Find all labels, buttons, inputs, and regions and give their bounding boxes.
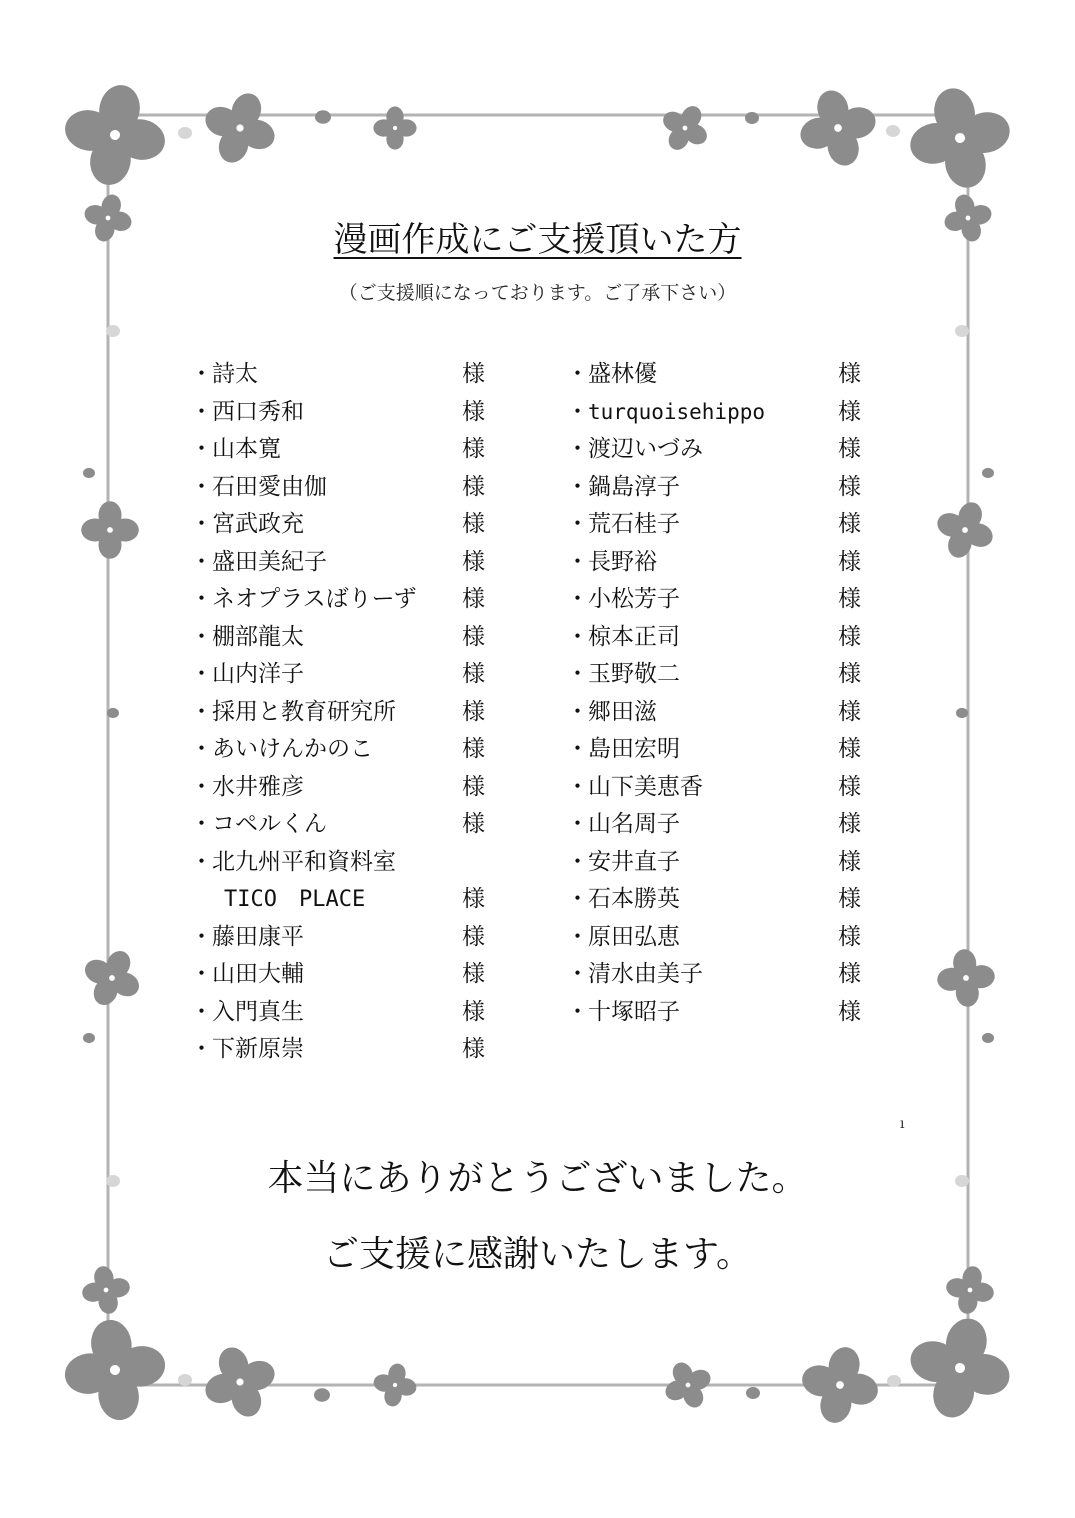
decor-dot	[956, 708, 968, 718]
clover-flower-icon	[74, 940, 151, 1017]
clover-flower-icon	[57, 77, 174, 194]
bullet-dot: ・	[566, 623, 589, 650]
decor-dot	[886, 125, 900, 137]
clover-flower-icon	[900, 78, 1020, 198]
honorific-sama: 様	[462, 548, 485, 575]
supporter-name: 小松芳子	[588, 586, 680, 612]
clover-flower-icon	[370, 1360, 420, 1410]
bullet-dot: ・	[566, 886, 589, 912]
bullet-dot: ・	[190, 1036, 213, 1062]
decor-dot	[315, 110, 331, 124]
honorific-sama: 様	[462, 436, 485, 462]
supporter-row	[566, 806, 886, 844]
honorific-sama: 様	[462, 698, 485, 725]
bullet-dot: ・	[190, 848, 213, 875]
supporter-row	[190, 506, 510, 544]
bullet-dot: ・	[190, 548, 213, 575]
honorific-sama: 様	[838, 398, 861, 425]
supporter-row	[566, 394, 886, 432]
bullet-dot: ・	[190, 923, 213, 950]
supporter-row	[190, 619, 510, 657]
supporter-name: 北九州平和資料室	[212, 848, 396, 875]
supporter-name: 十塚昭子	[588, 998, 680, 1025]
supporter-name: 下新原崇	[212, 1036, 304, 1062]
bullet-dot: ・	[566, 548, 589, 575]
clover-flower-icon	[373, 106, 416, 149]
bullet-dot: ・	[190, 398, 213, 425]
decor-dot	[107, 708, 119, 718]
honorific-sama: 様	[838, 586, 861, 612]
supporter-row	[566, 769, 886, 807]
supporter-row	[190, 431, 510, 469]
supporter-name: 棚部龍太	[212, 623, 304, 650]
supporter-name: 山名周子	[588, 811, 680, 837]
supporter-name: 椋本正司	[588, 623, 680, 650]
supporter-row	[566, 731, 886, 769]
supporter-row	[190, 581, 510, 619]
supporter-row	[566, 506, 886, 544]
supporter-row	[190, 656, 510, 694]
supporter-name: 西口秀和	[212, 398, 304, 425]
bullet-dot: ・	[566, 961, 589, 987]
supporter-row	[190, 956, 510, 994]
decor-dot	[106, 325, 120, 337]
supporter-row	[190, 356, 510, 394]
bullet-dot: ・	[566, 473, 589, 500]
supporter-row	[190, 844, 510, 882]
decor-dot	[746, 1387, 760, 1399]
decor-dot	[83, 468, 95, 478]
bullet-dot: ・	[566, 361, 589, 387]
supporter-name: 藤田康平	[212, 923, 304, 950]
supporter-row	[566, 694, 886, 732]
supporter-row	[566, 581, 886, 619]
clover-flower-icon	[81, 501, 139, 559]
supporter-row	[190, 394, 510, 432]
clover-flower-icon	[928, 493, 1002, 567]
honorific-sama: 様	[462, 961, 485, 987]
clover-flower-icon	[794, 1339, 885, 1430]
honorific-sama: 様	[462, 473, 485, 500]
supporter-name: コペルくん	[212, 811, 327, 837]
honorific-sama: 様	[462, 923, 485, 950]
honorific-sama: 様	[838, 361, 861, 387]
supporter-name: 原田弘恵	[588, 923, 680, 950]
supporter-row	[566, 881, 886, 919]
bullet-dot: ・	[190, 698, 213, 725]
bullet-dot: ・	[190, 511, 213, 537]
decor-dot	[178, 127, 192, 139]
clover-flower-icon	[194, 1336, 286, 1428]
thanks-line-1: 本当にありがとうございました。	[267, 1158, 808, 1199]
supporter-list-left	[190, 356, 510, 1069]
stray-mark: ı	[900, 1116, 905, 1132]
honorific-sama: 様	[462, 586, 485, 612]
supporter-name: 安井直子	[588, 848, 680, 875]
bullet-dot: ・	[566, 773, 589, 800]
bullet-dot: ・	[190, 361, 213, 387]
supporter-row	[190, 694, 510, 732]
bullet-dot: ・	[190, 998, 213, 1025]
honorific-sama: 様	[838, 548, 861, 575]
supporter-row	[190, 919, 510, 957]
clover-flower-icon	[652, 95, 718, 161]
supporter-name: 詩太	[212, 361, 258, 387]
supporter-name: 山下美恵香	[588, 773, 703, 800]
supporter-name: 石田愛由伽	[212, 473, 327, 500]
honorific-sama: 様	[462, 773, 485, 800]
supporter-name: 盛林優	[588, 361, 657, 387]
bullet-dot: ・	[566, 398, 589, 425]
clover-flower-icon	[791, 81, 885, 175]
honorific-sama: 様	[838, 436, 861, 462]
bullet-dot: ・	[566, 511, 589, 537]
supporter-name: 入門真生	[212, 998, 304, 1025]
honorific-sama: 様	[838, 511, 861, 537]
honorific-sama: 様	[838, 698, 861, 725]
honorific-sama: 様	[462, 623, 485, 650]
honorific-sama: 様	[462, 1036, 485, 1062]
clover-flower-icon	[194, 82, 286, 174]
supporter-name: 宮武政充	[212, 511, 304, 537]
supporter-name: ネオプラスばりーず	[212, 586, 417, 612]
honorific-sama: 様	[462, 661, 485, 687]
honorific-sama: 様	[838, 848, 861, 875]
bullet-dot: ・	[566, 736, 589, 762]
honorific-sama: 様	[462, 361, 485, 387]
honorific-sama: 様	[462, 886, 485, 912]
page-subtitle: （ご支援順になっております。ご了承下さい）	[338, 282, 737, 304]
decor-dot	[982, 468, 994, 478]
bullet-dot: ・	[566, 811, 589, 837]
supporter-row	[190, 994, 510, 1032]
honorific-sama: 様	[838, 661, 861, 687]
supporter-name: 山内洋子	[212, 661, 304, 687]
bullet-dot: ・	[190, 473, 213, 500]
honorific-sama: 様	[838, 773, 861, 800]
honorific-sama: 様	[462, 811, 485, 837]
thanks-line-2: ご支援に感謝いたします。	[322, 1234, 753, 1275]
bullet-dot: ・	[566, 586, 589, 612]
supporter-row	[190, 544, 510, 582]
supporter-name: 採用と教育研究所	[212, 698, 396, 725]
honorific-sama: 様	[462, 998, 485, 1025]
bullet-dot: ・	[190, 586, 213, 612]
decor-dot	[982, 1033, 994, 1043]
bullet-dot: ・	[190, 736, 213, 762]
supporter-row	[190, 806, 510, 844]
decor-dot	[955, 325, 969, 337]
supporter-row	[190, 469, 510, 507]
bullet-dot: ・	[190, 661, 213, 687]
supporter-name: 渡辺いづみ	[588, 436, 703, 462]
decor-dot	[887, 1375, 901, 1387]
clover-flower-icon	[899, 1307, 1021, 1429]
honorific-sama: 様	[838, 923, 861, 950]
supporter-name-continuation: TICO PLACE	[224, 887, 366, 912]
clover-flower-icon	[935, 947, 997, 1009]
supporter-row-continuation	[190, 881, 510, 919]
honorific-sama: 様	[838, 961, 861, 987]
bullet-dot: ・	[190, 811, 213, 837]
honorific-sama: 様	[462, 736, 485, 762]
supporter-row	[566, 919, 886, 957]
honorific-sama: 様	[462, 398, 485, 425]
bullet-dot: ・	[566, 661, 589, 687]
supporter-row	[566, 356, 886, 394]
honorific-sama: 様	[838, 811, 861, 837]
supporter-row	[190, 1031, 510, 1069]
supporter-name: turquoisehippo	[588, 399, 766, 424]
bullet-dot: ・	[566, 848, 589, 875]
bullet-dot: ・	[190, 773, 213, 800]
honorific-sama: 様	[838, 886, 861, 912]
clover-flower-icon	[58, 1313, 172, 1427]
honorific-sama: 様	[838, 473, 861, 500]
supporter-row	[566, 619, 886, 657]
bullet-dot: ・	[190, 436, 213, 462]
supporter-name: 盛田美紀子	[212, 548, 327, 575]
supporter-name: 島田宏明	[588, 736, 680, 762]
honorific-sama: 様	[838, 998, 861, 1025]
honorific-sama: 様	[838, 623, 861, 650]
honorific-sama: 様	[462, 511, 485, 537]
supporter-name: あいけんかのこ	[212, 736, 373, 762]
bullet-dot: ・	[190, 961, 213, 987]
supporter-name: 郷田滋	[588, 698, 657, 725]
supporter-name: 荒石桂子	[588, 511, 680, 537]
page-title: 漫画作成にご支援頂いた方	[333, 220, 742, 260]
supporter-name: 山田大輔	[212, 961, 304, 987]
bullet-dot: ・	[566, 923, 589, 950]
supporter-name: 石本勝英	[588, 886, 680, 912]
supporter-name: 鍋島淳子	[588, 473, 680, 500]
supporter-row	[566, 431, 886, 469]
decor-dot	[178, 1374, 192, 1386]
supporter-row	[566, 956, 886, 994]
supporter-name: 長野裕	[588, 548, 657, 575]
decor-dot	[745, 112, 759, 124]
supporter-name: 水井雅彦	[212, 773, 304, 800]
decor-dot	[83, 1033, 95, 1043]
supporter-row	[566, 656, 886, 694]
bullet-dot: ・	[190, 623, 213, 650]
supporter-row	[566, 469, 886, 507]
honorific-sama: 様	[838, 736, 861, 762]
supporter-row	[566, 544, 886, 582]
supporter-name: 玉野敬二	[588, 661, 680, 687]
supporter-name: 清水由美子	[588, 961, 703, 987]
decor-dot	[314, 1388, 330, 1402]
supporter-row	[566, 994, 886, 1032]
bullet-dot: ・	[566, 998, 589, 1025]
supporter-row	[566, 844, 886, 882]
supporter-row	[190, 731, 510, 769]
bullet-dot: ・	[566, 436, 589, 462]
supporter-name: 山本寛	[212, 436, 281, 462]
bullet-dot: ・	[566, 698, 589, 725]
supporter-list-right	[566, 356, 886, 1031]
supporter-row	[190, 769, 510, 807]
